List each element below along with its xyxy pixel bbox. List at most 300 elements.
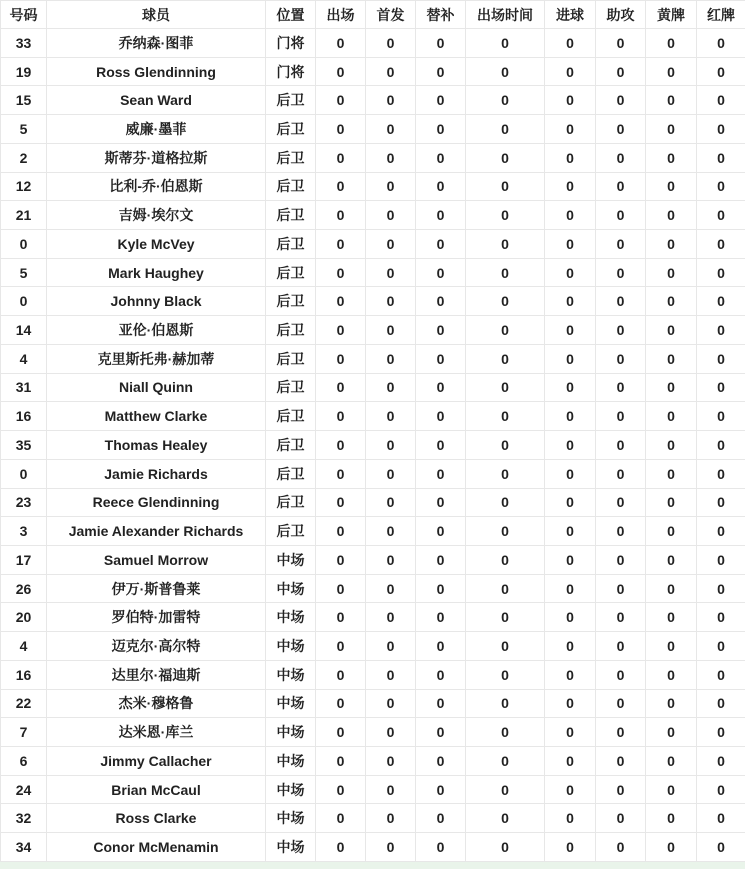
stat-starts-cell: 0 — [366, 172, 416, 201]
stat-red-cards-cell: 0 — [697, 172, 745, 201]
stat-red-cards-cell: 0 — [697, 603, 745, 632]
stat-starts-cell: 0 — [366, 718, 416, 747]
stat-red-cards-cell: 0 — [697, 746, 745, 775]
stat-minutes-cell: 0 — [466, 833, 545, 862]
stat-appearances-cell: 0 — [316, 545, 366, 574]
stat-appearances-cell: 0 — [316, 373, 366, 402]
stat-assists-cell: 0 — [596, 431, 646, 460]
stat-appearances-cell: 0 — [316, 603, 366, 632]
stat-starts-cell: 0 — [366, 344, 416, 373]
stat-yellow-cards-cell: 0 — [646, 344, 697, 373]
stat-goals-cell: 0 — [545, 201, 596, 230]
stat-starts-cell: 0 — [366, 86, 416, 115]
stat-red-cards-cell: 0 — [697, 86, 745, 115]
stat-substitute-cell: 0 — [416, 143, 466, 172]
player-number-cell: 5 — [1, 258, 47, 287]
stat-assists-cell: 0 — [596, 143, 646, 172]
table-row — [1, 574, 745, 603]
stat-appearances-cell: 0 — [316, 660, 366, 689]
stat-yellow-cards-cell: 0 — [646, 431, 697, 460]
position-cell: 后卫 — [266, 316, 316, 345]
stat-red-cards-cell: 0 — [697, 459, 745, 488]
stat-substitute-cell: 0 — [416, 316, 466, 345]
stat-yellow-cards-cell: 0 — [646, 316, 697, 345]
stat-assists-cell: 0 — [596, 29, 646, 58]
position-cell: 后卫 — [266, 402, 316, 431]
table-row — [1, 201, 745, 230]
position-cell: 中场 — [266, 718, 316, 747]
column-header-red-cards: 红牌 — [697, 1, 745, 29]
stat-minutes-cell: 0 — [466, 718, 545, 747]
stat-goals-cell: 0 — [545, 833, 596, 862]
position-cell: 后卫 — [266, 488, 316, 517]
player-name-cell: Jamie Alexander Richards — [47, 517, 266, 546]
stat-appearances-cell: 0 — [316, 344, 366, 373]
table-row — [1, 804, 745, 833]
stat-starts-cell: 0 — [366, 746, 416, 775]
stat-assists-cell: 0 — [596, 632, 646, 661]
stat-appearances-cell: 0 — [316, 459, 366, 488]
player-number-cell: 19 — [1, 57, 47, 86]
table-row — [1, 431, 745, 460]
stat-yellow-cards-cell: 0 — [646, 775, 697, 804]
stat-substitute-cell: 0 — [416, 431, 466, 460]
stat-substitute-cell: 0 — [416, 632, 466, 661]
position-cell: 中场 — [266, 545, 316, 574]
stat-goals-cell: 0 — [545, 57, 596, 86]
stat-assists-cell: 0 — [596, 230, 646, 259]
stat-appearances-cell: 0 — [316, 230, 366, 259]
stat-assists-cell: 0 — [596, 287, 646, 316]
stat-assists-cell: 0 — [596, 86, 646, 115]
stat-appearances-cell: 0 — [316, 316, 366, 345]
stat-goals-cell: 0 — [545, 316, 596, 345]
stat-starts-cell: 0 — [366, 689, 416, 718]
stat-red-cards-cell: 0 — [697, 545, 745, 574]
stat-yellow-cards-cell: 0 — [646, 230, 697, 259]
stat-red-cards-cell: 0 — [697, 574, 745, 603]
stat-yellow-cards-cell: 0 — [646, 746, 697, 775]
stat-appearances-cell: 0 — [316, 517, 366, 546]
stat-minutes-cell: 0 — [466, 57, 545, 86]
stat-appearances-cell: 0 — [316, 402, 366, 431]
stat-starts-cell: 0 — [366, 545, 416, 574]
stat-assists-cell: 0 — [596, 172, 646, 201]
stat-goals-cell: 0 — [545, 230, 596, 259]
position-cell: 后卫 — [266, 373, 316, 402]
position-cell: 后卫 — [266, 86, 316, 115]
player-name-cell: Sean Ward — [47, 86, 266, 115]
stat-goals-cell: 0 — [545, 746, 596, 775]
player-number-cell: 22 — [1, 689, 47, 718]
stat-substitute-cell: 0 — [416, 86, 466, 115]
stat-yellow-cards-cell: 0 — [646, 689, 697, 718]
position-cell: 门将 — [266, 57, 316, 86]
stat-red-cards-cell: 0 — [697, 115, 745, 144]
player-number-cell: 32 — [1, 804, 47, 833]
stat-starts-cell: 0 — [366, 316, 416, 345]
stat-substitute-cell: 0 — [416, 344, 466, 373]
stat-goals-cell: 0 — [545, 603, 596, 632]
stat-red-cards-cell: 0 — [697, 775, 745, 804]
stat-assists-cell: 0 — [596, 115, 646, 144]
position-cell: 中场 — [266, 574, 316, 603]
stat-starts-cell: 0 — [366, 57, 416, 86]
stat-yellow-cards-cell: 0 — [646, 201, 697, 230]
stat-goals-cell: 0 — [545, 689, 596, 718]
stat-starts-cell: 0 — [366, 201, 416, 230]
player-number-cell: 31 — [1, 373, 47, 402]
stat-yellow-cards-cell: 0 — [646, 29, 697, 58]
stat-minutes-cell: 0 — [466, 632, 545, 661]
player-name-cell: Matthew Clarke — [47, 402, 266, 431]
header-row — [1, 1, 745, 29]
position-cell: 中场 — [266, 833, 316, 862]
stat-assists-cell: 0 — [596, 373, 646, 402]
column-header-assists: 助攻 — [596, 1, 646, 29]
stat-substitute-cell: 0 — [416, 517, 466, 546]
player-name-cell: 克里斯托弗·赫加蒂 — [47, 344, 266, 373]
stat-assists-cell: 0 — [596, 746, 646, 775]
stat-assists-cell: 0 — [596, 689, 646, 718]
stat-red-cards-cell: 0 — [697, 258, 745, 287]
table-row — [1, 143, 745, 172]
stat-red-cards-cell: 0 — [697, 488, 745, 517]
stat-appearances-cell: 0 — [316, 833, 366, 862]
table-row — [1, 517, 745, 546]
player-number-cell: 0 — [1, 459, 47, 488]
stat-goals-cell: 0 — [545, 632, 596, 661]
stat-assists-cell: 0 — [596, 718, 646, 747]
stat-minutes-cell: 0 — [466, 746, 545, 775]
player-name-cell: Thomas Healey — [47, 431, 266, 460]
stat-minutes-cell: 0 — [466, 287, 545, 316]
stat-minutes-cell: 0 — [466, 488, 545, 517]
column-header-name: 球员 — [47, 1, 266, 29]
stat-substitute-cell: 0 — [416, 660, 466, 689]
position-cell: 后卫 — [266, 517, 316, 546]
player-name-cell: 亚伦·伯恩斯 — [47, 316, 266, 345]
stat-goals-cell: 0 — [545, 488, 596, 517]
player-name-cell: 吉姆·埃尔文 — [47, 201, 266, 230]
stat-appearances-cell: 0 — [316, 431, 366, 460]
table-row — [1, 29, 745, 58]
stat-minutes-cell: 0 — [466, 402, 545, 431]
player-name-cell: Conor McMenamin — [47, 833, 266, 862]
table-row — [1, 775, 745, 804]
stat-goals-cell: 0 — [545, 804, 596, 833]
stat-assists-cell: 0 — [596, 775, 646, 804]
stat-minutes-cell: 0 — [466, 29, 545, 58]
player-number-cell: 5 — [1, 115, 47, 144]
player-name-cell: 比利-乔·伯恩斯 — [47, 172, 266, 201]
table-row — [1, 115, 745, 144]
stat-goals-cell: 0 — [545, 517, 596, 546]
stat-starts-cell: 0 — [366, 459, 416, 488]
stat-yellow-cards-cell: 0 — [646, 172, 697, 201]
position-cell: 后卫 — [266, 230, 316, 259]
stat-yellow-cards-cell: 0 — [646, 258, 697, 287]
stat-appearances-cell: 0 — [316, 258, 366, 287]
player-number-cell: 16 — [1, 402, 47, 431]
stat-yellow-cards-cell: 0 — [646, 459, 697, 488]
stat-red-cards-cell: 0 — [697, 344, 745, 373]
stat-appearances-cell: 0 — [316, 201, 366, 230]
player-name-cell: Kyle McVey — [47, 230, 266, 259]
stat-red-cards-cell: 0 — [697, 57, 745, 86]
stat-substitute-cell: 0 — [416, 258, 466, 287]
stat-starts-cell: 0 — [366, 574, 416, 603]
stat-substitute-cell: 0 — [416, 833, 466, 862]
player-number-cell: 35 — [1, 431, 47, 460]
player-name-cell: Jamie Richards — [47, 459, 266, 488]
player-number-cell: 24 — [1, 775, 47, 804]
table-row — [1, 488, 745, 517]
stat-starts-cell: 0 — [366, 143, 416, 172]
stat-red-cards-cell: 0 — [697, 833, 745, 862]
stat-minutes-cell: 0 — [466, 258, 545, 287]
stat-starts-cell: 0 — [366, 775, 416, 804]
stat-yellow-cards-cell: 0 — [646, 632, 697, 661]
stat-minutes-cell: 0 — [466, 603, 545, 632]
stat-appearances-cell: 0 — [316, 57, 366, 86]
player-name-cell: 达米恩·库兰 — [47, 718, 266, 747]
player-number-cell: 17 — [1, 545, 47, 574]
player-number-cell: 34 — [1, 833, 47, 862]
stat-assists-cell: 0 — [596, 459, 646, 488]
stat-goals-cell: 0 — [545, 402, 596, 431]
stat-yellow-cards-cell: 0 — [646, 287, 697, 316]
column-header-goals: 进球 — [545, 1, 596, 29]
stat-red-cards-cell: 0 — [697, 660, 745, 689]
player-number-cell: 15 — [1, 86, 47, 115]
column-header-minutes: 出场时间 — [466, 1, 545, 29]
stat-starts-cell: 0 — [366, 115, 416, 144]
stat-goals-cell: 0 — [545, 545, 596, 574]
player-number-cell: 3 — [1, 517, 47, 546]
stat-yellow-cards-cell: 0 — [646, 545, 697, 574]
stat-assists-cell: 0 — [596, 545, 646, 574]
stat-minutes-cell: 0 — [466, 431, 545, 460]
player-number-cell: 2 — [1, 143, 47, 172]
stat-minutes-cell: 0 — [466, 344, 545, 373]
stat-assists-cell: 0 — [596, 57, 646, 86]
position-cell: 后卫 — [266, 201, 316, 230]
stat-starts-cell: 0 — [366, 258, 416, 287]
table-row — [1, 632, 745, 661]
stat-yellow-cards-cell: 0 — [646, 373, 697, 402]
stat-starts-cell: 0 — [366, 833, 416, 862]
stat-minutes-cell: 0 — [466, 775, 545, 804]
stat-appearances-cell: 0 — [316, 143, 366, 172]
stat-appearances-cell: 0 — [316, 718, 366, 747]
table-row — [1, 86, 745, 115]
player-number-cell: 20 — [1, 603, 47, 632]
stat-starts-cell: 0 — [366, 402, 416, 431]
stat-minutes-cell: 0 — [466, 373, 545, 402]
stat-goals-cell: 0 — [545, 431, 596, 460]
column-header-starts: 首发 — [366, 1, 416, 29]
player-number-cell: 33 — [1, 29, 47, 58]
position-cell: 后卫 — [266, 115, 316, 144]
table-row — [1, 603, 745, 632]
stat-appearances-cell: 0 — [316, 804, 366, 833]
player-name-cell: Ross Glendinning — [47, 57, 266, 86]
table-row — [1, 718, 745, 747]
stat-goals-cell: 0 — [545, 258, 596, 287]
stat-substitute-cell: 0 — [416, 115, 466, 144]
table-row — [1, 689, 745, 718]
stat-starts-cell: 0 — [366, 29, 416, 58]
stat-appearances-cell: 0 — [316, 775, 366, 804]
stat-minutes-cell: 0 — [466, 545, 545, 574]
stat-red-cards-cell: 0 — [697, 632, 745, 661]
stat-minutes-cell: 0 — [466, 804, 545, 833]
stat-yellow-cards-cell: 0 — [646, 143, 697, 172]
player-number-cell: 7 — [1, 718, 47, 747]
stat-substitute-cell: 0 — [416, 603, 466, 632]
stat-substitute-cell: 0 — [416, 29, 466, 58]
player-name-cell: Mark Haughey — [47, 258, 266, 287]
player-name-cell: 斯蒂芬·道格拉斯 — [47, 143, 266, 172]
stat-substitute-cell: 0 — [416, 201, 466, 230]
table-row — [1, 373, 745, 402]
stat-goals-cell: 0 — [545, 660, 596, 689]
player-name-cell: 达里尔·福迪斯 — [47, 660, 266, 689]
stat-minutes-cell: 0 — [466, 115, 545, 144]
stat-assists-cell: 0 — [596, 316, 646, 345]
column-header-yellow-cards: 黄牌 — [646, 1, 697, 29]
position-cell: 中场 — [266, 775, 316, 804]
stat-red-cards-cell: 0 — [697, 402, 745, 431]
stat-assists-cell: 0 — [596, 603, 646, 632]
stat-goals-cell: 0 — [545, 574, 596, 603]
stat-substitute-cell: 0 — [416, 488, 466, 517]
stat-red-cards-cell: 0 — [697, 517, 745, 546]
stat-appearances-cell: 0 — [316, 287, 366, 316]
stat-starts-cell: 0 — [366, 632, 416, 661]
position-cell: 门将 — [266, 29, 316, 58]
stat-minutes-cell: 0 — [466, 143, 545, 172]
stat-yellow-cards-cell: 0 — [646, 517, 697, 546]
stat-minutes-cell: 0 — [466, 689, 545, 718]
stat-yellow-cards-cell: 0 — [646, 804, 697, 833]
stat-red-cards-cell: 0 — [697, 316, 745, 345]
player-name-cell: Samuel Morrow — [47, 545, 266, 574]
table-body — [1, 29, 745, 862]
stat-starts-cell: 0 — [366, 603, 416, 632]
stat-goals-cell: 0 — [545, 775, 596, 804]
table-row — [1, 833, 745, 862]
stat-substitute-cell: 0 — [416, 746, 466, 775]
stat-goals-cell: 0 — [545, 86, 596, 115]
table-row — [1, 344, 745, 373]
player-number-cell: 6 — [1, 746, 47, 775]
stat-assists-cell: 0 — [596, 488, 646, 517]
position-cell: 中场 — [266, 746, 316, 775]
position-cell: 中场 — [266, 632, 316, 661]
stat-starts-cell: 0 — [366, 660, 416, 689]
stat-assists-cell: 0 — [596, 258, 646, 287]
stat-red-cards-cell: 0 — [697, 230, 745, 259]
player-name-cell: 伊万·斯普鲁莱 — [47, 574, 266, 603]
column-header-substitute: 替补 — [416, 1, 466, 29]
stat-substitute-cell: 0 — [416, 287, 466, 316]
stat-goals-cell: 0 — [545, 29, 596, 58]
stat-red-cards-cell: 0 — [697, 431, 745, 460]
stat-substitute-cell: 0 — [416, 574, 466, 603]
position-cell: 中场 — [266, 603, 316, 632]
stat-minutes-cell: 0 — [466, 201, 545, 230]
stat-minutes-cell: 0 — [466, 230, 545, 259]
stat-appearances-cell: 0 — [316, 574, 366, 603]
stat-assists-cell: 0 — [596, 402, 646, 431]
player-name-cell: 迈克尔·高尔特 — [47, 632, 266, 661]
player-number-cell: 0 — [1, 287, 47, 316]
stat-red-cards-cell: 0 — [697, 143, 745, 172]
player-number-cell: 4 — [1, 632, 47, 661]
table-row — [1, 459, 745, 488]
stat-appearances-cell: 0 — [316, 746, 366, 775]
table-row — [1, 172, 745, 201]
player-number-cell: 16 — [1, 660, 47, 689]
stat-red-cards-cell: 0 — [697, 373, 745, 402]
stat-substitute-cell: 0 — [416, 545, 466, 574]
stat-yellow-cards-cell: 0 — [646, 660, 697, 689]
stat-substitute-cell: 0 — [416, 373, 466, 402]
stat-yellow-cards-cell: 0 — [646, 833, 697, 862]
stat-starts-cell: 0 — [366, 488, 416, 517]
stat-minutes-cell: 0 — [466, 86, 545, 115]
stat-minutes-cell: 0 — [466, 574, 545, 603]
table-row — [1, 660, 745, 689]
player-name-cell: 杰米·穆格鲁 — [47, 689, 266, 718]
position-cell: 中场 — [266, 660, 316, 689]
position-cell: 后卫 — [266, 459, 316, 488]
player-name-cell: 乔纳森·图菲 — [47, 29, 266, 58]
position-cell: 后卫 — [266, 287, 316, 316]
stat-substitute-cell: 0 — [416, 459, 466, 488]
player-number-cell: 23 — [1, 488, 47, 517]
player-number-cell: 26 — [1, 574, 47, 603]
table-row — [1, 402, 745, 431]
stat-yellow-cards-cell: 0 — [646, 115, 697, 144]
stat-yellow-cards-cell: 0 — [646, 574, 697, 603]
stat-goals-cell: 0 — [545, 115, 596, 144]
stat-starts-cell: 0 — [366, 230, 416, 259]
table-row — [1, 230, 745, 259]
stat-goals-cell: 0 — [545, 373, 596, 402]
stat-yellow-cards-cell: 0 — [646, 488, 697, 517]
stat-substitute-cell: 0 — [416, 402, 466, 431]
stat-assists-cell: 0 — [596, 344, 646, 373]
player-name-cell: 威廉·墨菲 — [47, 115, 266, 144]
stat-minutes-cell: 0 — [466, 517, 545, 546]
stat-goals-cell: 0 — [545, 172, 596, 201]
position-cell: 后卫 — [266, 258, 316, 287]
table-header — [1, 1, 745, 29]
stat-yellow-cards-cell: 0 — [646, 86, 697, 115]
position-cell: 后卫 — [266, 344, 316, 373]
stat-assists-cell: 0 — [596, 574, 646, 603]
stat-yellow-cards-cell: 0 — [646, 402, 697, 431]
stat-starts-cell: 0 — [366, 517, 416, 546]
stat-substitute-cell: 0 — [416, 689, 466, 718]
stat-minutes-cell: 0 — [466, 660, 545, 689]
stat-goals-cell: 0 — [545, 344, 596, 373]
stat-substitute-cell: 0 — [416, 230, 466, 259]
player-name-cell: Jimmy Callacher — [47, 746, 266, 775]
